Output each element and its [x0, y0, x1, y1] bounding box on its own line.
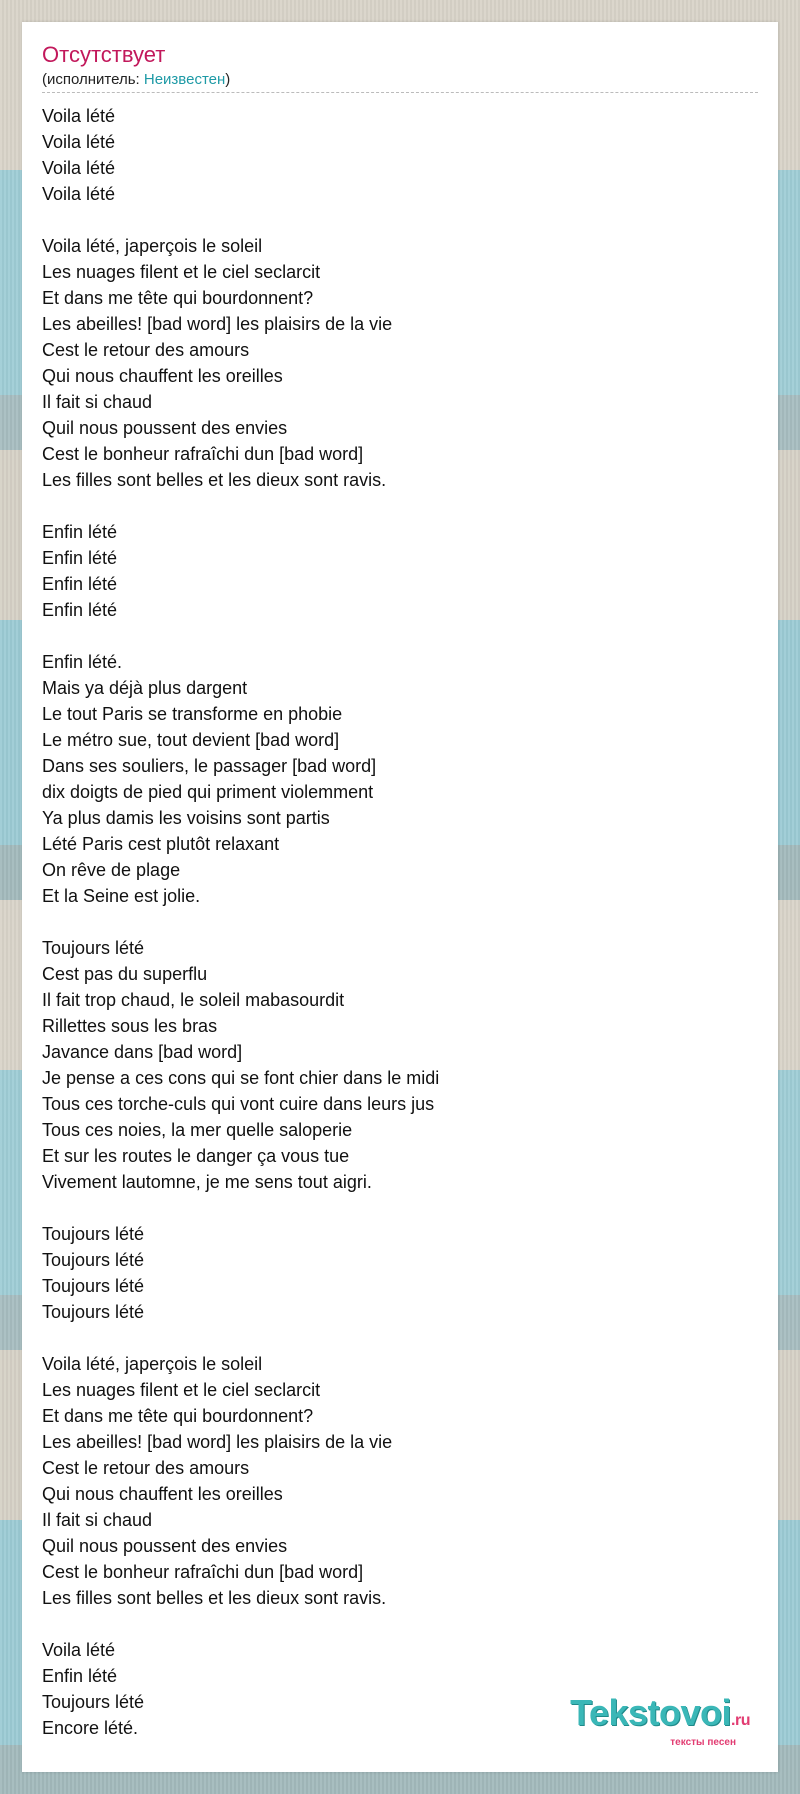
lyrics-line: Enfin lété [42, 548, 118, 568]
lyrics-line: Voila lété [42, 132, 116, 152]
lyrics-line: On rêve de plage [42, 860, 181, 880]
lyrics-line: Dans ses souliers, le passager [bad word] [42, 756, 377, 776]
lyrics-line: Voila lété [42, 1640, 116, 1660]
lyrics-line: Quil nous poussent des envies [42, 418, 288, 438]
lyrics-card [22, 22, 778, 1772]
lyrics-line: Il fait trop chaud, le soleil mabasourdit [42, 990, 345, 1010]
lyrics-line: Voila lété [42, 158, 116, 178]
lyrics-line: Cest le retour des amours [42, 340, 250, 360]
lyrics-line: Les nuages filent et le ciel seclarcit [42, 1380, 321, 1400]
lyrics-line: Il fait si chaud [42, 392, 153, 412]
lyrics-line: Encore lété. [42, 1718, 139, 1738]
site-logo[interactable] [570, 1692, 750, 1748]
lyrics-line: Rillettes sous les bras [42, 1016, 218, 1036]
lyrics-line: dix doigts de pied qui priment violemment [42, 782, 374, 802]
lyrics-line: Les filles sont belles et les dieux sont ravis. [42, 1588, 387, 1608]
lyrics-line: Enfin lété. [42, 652, 123, 672]
lyrics-line: Et dans me tête qui bourdonnent? [42, 288, 314, 308]
lyrics-line: Voila lété [42, 106, 116, 126]
song-header [42, 42, 758, 93]
lyrics-line: Les filles sont belles et les dieux sont ravis. [42, 470, 387, 490]
lyrics-line: Mais ya déjà plus dargent [42, 678, 248, 698]
lyrics-line: Voila lété [42, 184, 116, 204]
lyrics-line: Cest pas du superflu [42, 964, 208, 984]
lyrics-text [42, 103, 758, 1741]
lyrics-blank-line [42, 207, 758, 233]
lyrics-blank-line [42, 623, 758, 649]
lyrics-line: Qui nous chauffent les oreilles [42, 366, 283, 386]
lyrics-line: Toujours lété [42, 1692, 145, 1712]
lyrics-line: Ya plus damis les voisins sont partis [42, 808, 330, 828]
lyrics-line: Enfin lété [42, 522, 118, 542]
lyrics-line: Lété Paris cest plutôt relaxant [42, 834, 280, 854]
lyrics-blank-line [42, 909, 758, 935]
lyrics-blank-line [42, 1325, 758, 1351]
artist-suffix: ) [225, 71, 231, 88]
lyrics-line: Tous ces torche-culs qui vont cuire dans leurs jus [42, 1094, 435, 1114]
logo-tld: .ru [731, 1712, 750, 1729]
lyrics-line: Toujours lété [42, 1302, 145, 1322]
lyrics-line: Et sur les routes le danger ça vous tue [42, 1146, 350, 1166]
logo-wordmark [570, 1692, 750, 1739]
artist-link[interactable]: Неизвестен [143, 71, 226, 88]
lyrics-line: Vivement lautomne, je me sens tout aigri. [42, 1172, 372, 1192]
lyrics-blank-line [42, 1195, 758, 1221]
lyrics-line: Je pense a ces cons qui se font chier dans le midi [42, 1068, 440, 1088]
lyrics-line: Et dans me tête qui bourdonnent? [42, 1406, 314, 1426]
lyrics-line: Enfin lété [42, 1666, 118, 1686]
lyrics-line: Quil nous poussent des envies [42, 1536, 288, 1556]
artist-prefix: (исполнитель: [42, 71, 144, 88]
lyrics-line: Enfin lété [42, 600, 118, 620]
artist-line [42, 70, 758, 93]
lyrics-line: Voila lété, japerçois le soleil [42, 1354, 263, 1374]
logo-main-text: Tekstovoi [570, 1692, 732, 1733]
logo-subtitle: тексты песен [670, 1737, 736, 1748]
lyrics-line: Enfin lété [42, 574, 118, 594]
song-title: Отсутствует [42, 42, 166, 67]
lyrics-line: Qui nous chauffent les oreilles [42, 1484, 283, 1504]
lyrics-line: Toujours lété [42, 1276, 145, 1296]
lyrics-line: Les nuages filent et le ciel seclarcit [42, 262, 321, 282]
lyrics-blank-line [42, 493, 758, 519]
lyrics-line: Et la Seine est jolie. [42, 886, 201, 906]
lyrics-line: Toujours lété [42, 938, 145, 958]
lyrics-line: Il fait si chaud [42, 1510, 153, 1530]
lyrics-line: Les abeilles! [bad word] les plaisirs de la vie [42, 314, 393, 334]
lyrics-line: Cest le bonheur rafraîchi dun [bad word] [42, 444, 364, 464]
lyrics-line: Le métro sue, tout devient [bad word] [42, 730, 340, 750]
lyrics-line: Cest le bonheur rafraîchi dun [bad word] [42, 1562, 364, 1582]
lyrics-line: Les abeilles! [bad word] les plaisirs de la vie [42, 1432, 393, 1452]
lyrics-line: Toujours lété [42, 1224, 145, 1244]
lyrics-line: Voila lété, japerçois le soleil [42, 236, 263, 256]
lyrics-line: Javance dans [bad word] [42, 1042, 243, 1062]
lyrics-line: Tous ces noies, la mer quelle saloperie [42, 1120, 353, 1140]
lyrics-line: Toujours lété [42, 1250, 145, 1270]
lyrics-line: Le tout Paris se transforme en phobie [42, 704, 343, 724]
lyrics-blank-line [42, 1611, 758, 1637]
lyrics-line: Cest le retour des amours [42, 1458, 250, 1478]
